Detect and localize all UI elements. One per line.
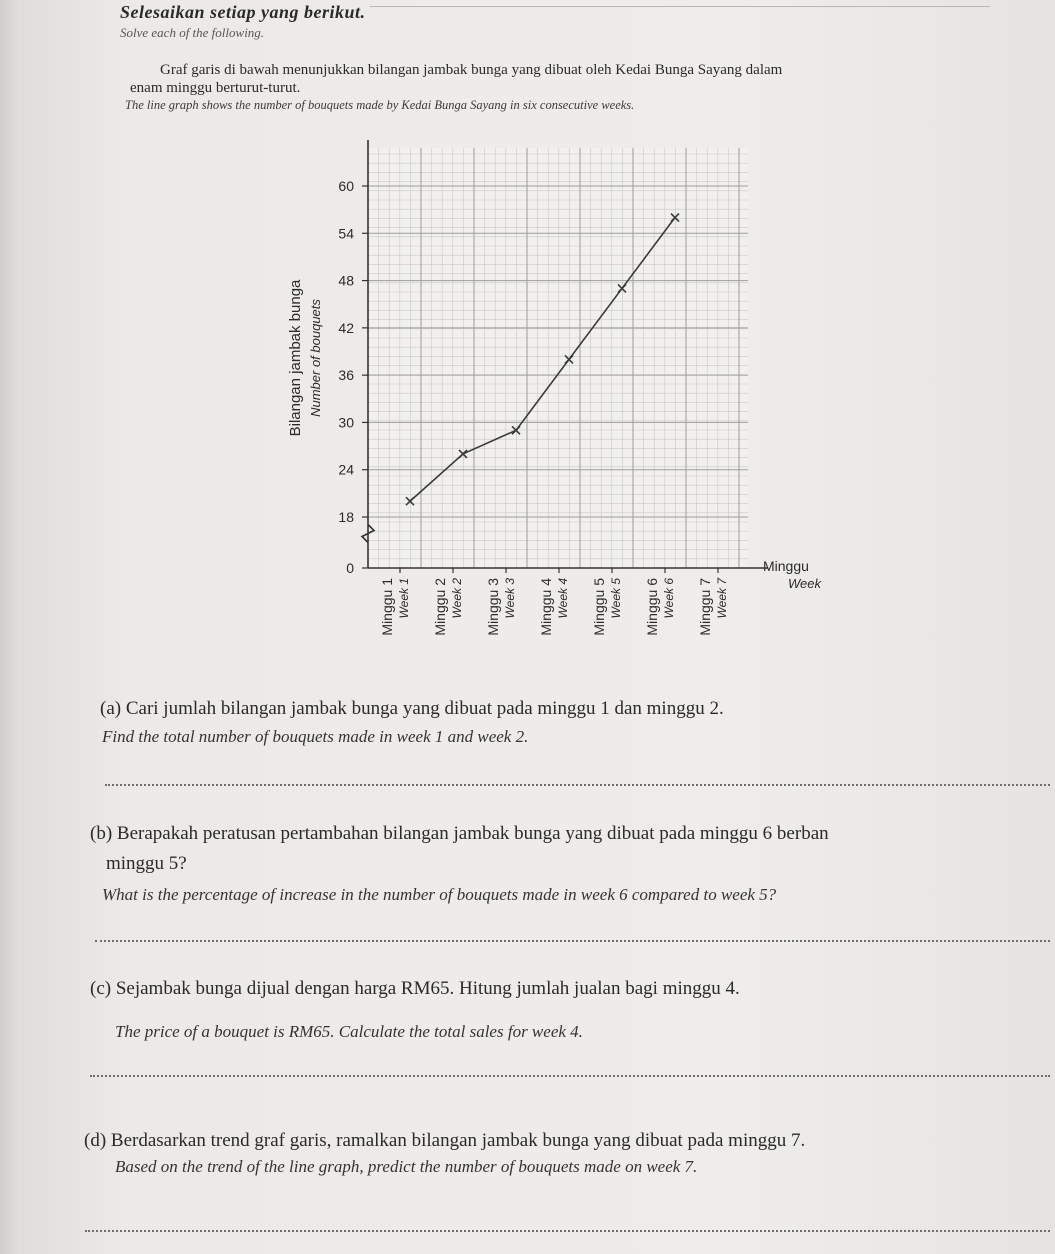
answer-line-d[interactable] (85, 1230, 1050, 1232)
y-tick-label: 36 (338, 367, 354, 384)
x-axis-title-ms: Minggu (763, 558, 809, 574)
y-tick-label: 0 (346, 560, 354, 576)
question-d-label: (d) (84, 1130, 107, 1151)
x-tick-label-ms: Minggu 1 (379, 578, 395, 636)
y-tick-label: 30 (338, 414, 354, 431)
answer-line-c[interactable] (90, 1075, 1050, 1077)
question-c-label: (c) (90, 978, 112, 999)
question-c-ms-text: Sejambak bunga dijual dengan harga RM65. Hitung jumlah jualan bagi minggu 4. (115, 978, 740, 999)
x-tick-label-en: Week 5 (609, 578, 623, 619)
x-tick-label-en: Week 2 (450, 578, 464, 619)
intro-text-ms-line2: enam minggu berturut-turut. (130, 80, 301, 96)
line-graph (270, 130, 870, 660)
question-a-en: Find the total number of bouquets made in week 1 and week 2. (102, 727, 529, 746)
x-tick-label-en: Week 6 (662, 578, 676, 619)
x-tick-label-ms: Minggu 7 (697, 578, 713, 636)
page-binding-shadow (0, 0, 20, 1254)
question-b-ms-line1 (90, 823, 829, 845)
question-b-ms-line2: minggu 5? (106, 853, 187, 874)
question-c-ms (90, 978, 740, 1000)
y-axis-title-en: Number of bouquets (308, 299, 323, 417)
x-tick-label-en: Week 1 (397, 578, 411, 619)
question-d-ms (84, 1130, 805, 1152)
x-tick-label-ms: Minggu 5 (591, 578, 607, 636)
question-b-label: (b) (90, 823, 113, 844)
question-a-label: (a) (100, 698, 122, 719)
x-tick-label-en: Week 3 (503, 578, 517, 619)
question-b-ms-text: Berapakah peratusan pertambahan bilangan jambak bunga yang dibuat pada minggu 6 berban (116, 823, 829, 844)
x-tick-label-ms: Minggu 2 (432, 578, 448, 636)
question-a-ms-text: Cari jumlah bilangan jambak bunga yang dibuat pada minggu 1 dan minggu 2. (125, 698, 724, 719)
x-tick-label-en: Week 7 (715, 578, 729, 619)
x-tick-label-ms: Minggu 4 (538, 578, 554, 636)
intro-text-en: The line graph shows the number of bouquets made by Kedai Bunga Sayang in six consecutive weeks. (125, 98, 635, 112)
y-tick-label: 48 (338, 272, 354, 289)
y-tick-label: 60 (338, 178, 354, 194)
question-a-ms (100, 698, 724, 720)
question-b-en: What is the percentage of increase in the number of bouquets made in week 6 compared to week 5? (102, 885, 777, 904)
graph-grid-bg (368, 148, 748, 568)
instruction-title-en: Solve each of the following. (120, 25, 265, 40)
intro-text-ms-line1: Graf garis di bawah menunjukkan bilangan jambak bunga yang dibuat oleh Kedai Bunga Sayang dalam (160, 62, 783, 78)
answer-line-a[interactable] (105, 784, 1050, 786)
y-tick-label: 42 (338, 319, 354, 336)
instruction-title-ms: Selesaikan setiap yang berikut. (120, 2, 366, 22)
question-d-en: Based on the trend of the line graph, predict the number of bouquets made on week 7. (115, 1157, 698, 1176)
y-axis-title-ms: Bilangan jambak bunga (287, 279, 304, 437)
x-tick-label-ms: Minggu 3 (485, 578, 501, 636)
y-tick-label: 24 (338, 461, 354, 478)
top-divider (370, 6, 990, 7)
question-d-ms-text: Berdasarkan trend graf garis, ramalkan bilangan jambak bunga yang dibuat pada minggu 7. (110, 1130, 806, 1151)
answer-line-b[interactable] (95, 940, 1050, 942)
question-c-en: The price of a bouquet is RM65. Calculate the total sales for week 4. (115, 1022, 583, 1041)
x-tick-label-en: Week 4 (556, 578, 570, 619)
x-tick-label-ms: Minggu 6 (644, 578, 660, 636)
y-tick-label: 54 (338, 225, 354, 242)
x-axis-title-en: Week (788, 576, 821, 591)
y-tick-label: 18 (338, 509, 354, 525)
